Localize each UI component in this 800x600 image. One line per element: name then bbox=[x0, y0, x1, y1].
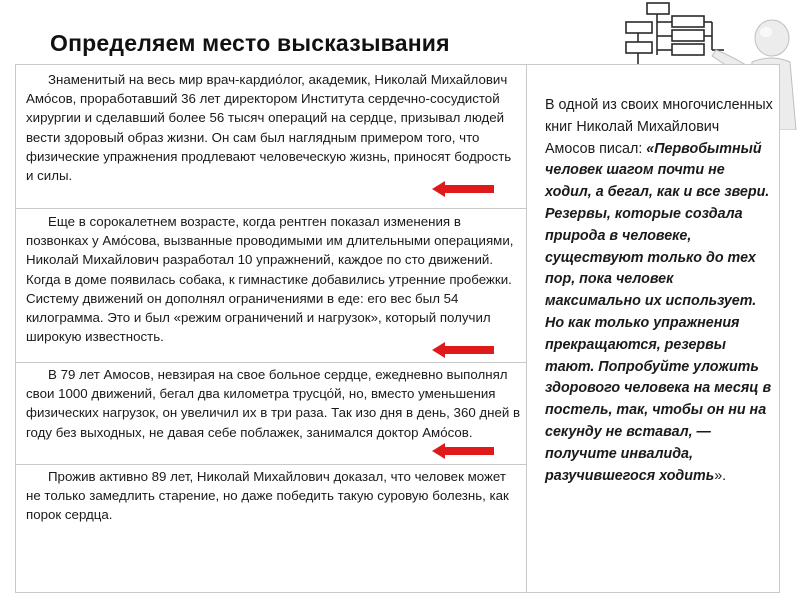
content-table bbox=[15, 64, 780, 593]
red-left-arrow-icon bbox=[432, 342, 494, 358]
paragraph-text: Знаменитый на весь мир врач-кардио́лог, академик, Николай Михайлович Амо́сов, проработавший 36 лет директором Института сердечно-сосудистой хирургии и сделавший более 56 тысяч операций на сердце, призывал людей вести здоровый образ жизни. Он сам был наглядным примером того, что физические упражнения продлевают человеческую жизнь, приносят бодрость и силы. bbox=[26, 72, 512, 184]
paragraph-text: Прожив активно 89 лет, Николай Михайлович доказал, что человек может не только замедлить старение, но даже победить такую суровую болезнь, как порок сердца. bbox=[26, 469, 509, 523]
right-column bbox=[527, 65, 779, 592]
quote-intro: В одной из своих многочисленных книг Николай Михайлович Амосов писал: bbox=[545, 97, 773, 157]
quote-closing: ». bbox=[714, 467, 727, 484]
red-left-arrow-icon bbox=[432, 181, 494, 197]
amosov-quote: «Первобытный человек шагом почти не ходил, а бегал, как и все звери. Резервы, которые создала природа в человеке, существуют только до тех пор, пока человек максимально их использует. Но как только упражнения прекращаются, резервы тают. Попробуйте уложить здорового человека на месяц в постель, так, чтобы он ни на секунду не вставал, — получите инвалида, разучившегося ходить bbox=[545, 140, 772, 484]
paragraph-text: Еще в сорокалетнем возрасте, когда рентген показал изменения в позвонках у Амо́сова, вызванные проводимыми им длительными операциями, Николай Михайлович разработал 10 упражнений, каждое по сто движений. Когда в доме появилась собака, к гимнастике добавились утренние пробежки. Системy движений он дополнял ограничениями в еде: его вес был 54 килограмма. Это и был «режим ограничений и нагрузок», который получил широкую известность. bbox=[26, 214, 514, 345]
paragraph-cell bbox=[16, 209, 526, 363]
paragraph-cell bbox=[16, 465, 526, 593]
paragraph-text: В 79 лет Амосов, невзирая на свое больное сердце, ежедневно выполнял свои 1000 движений, бегал два километра трусцо́й, но, вместо уменьшения физических нагрузок, он увеличил их в три раза. Так изо дня в день, 360 дней в году без выходных, не давая себе поблажек, занимался доктор Амо́сов. bbox=[26, 367, 521, 440]
red-left-arrow-icon bbox=[432, 443, 494, 459]
left-column bbox=[16, 65, 527, 592]
slide-title: Определяем место высказывания bbox=[50, 30, 450, 56]
